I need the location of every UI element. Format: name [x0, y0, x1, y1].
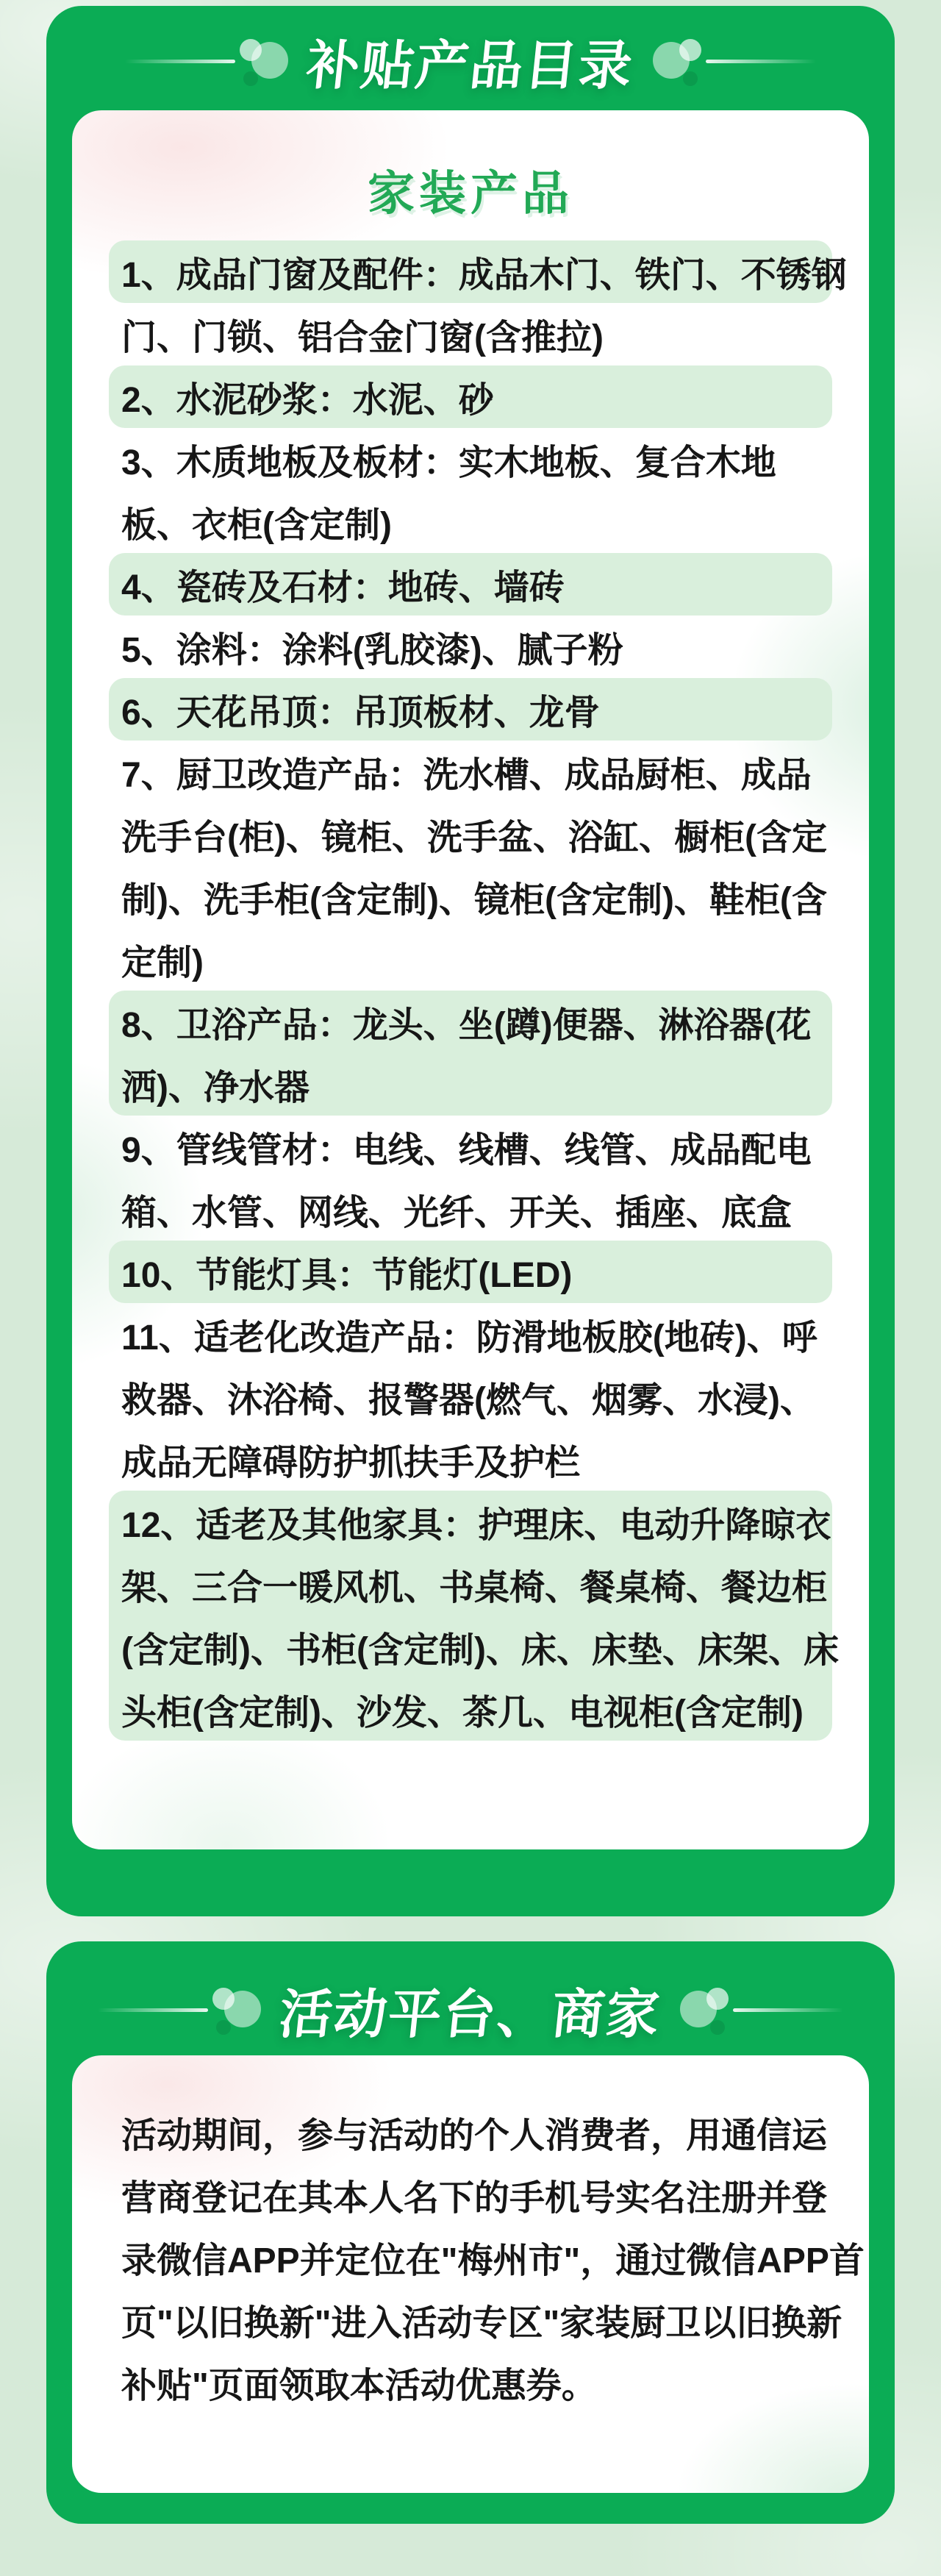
home-improvement-card — [72, 110, 869, 1849]
highlight-block — [109, 1491, 839, 1741]
paragraph-line: 营商登记在其本人名下的手机号实名注册并登 — [121, 2179, 828, 2218]
list-line: 架、三合一暖风机、书桌椅、餐桌椅、餐边柜 — [121, 1569, 828, 1608]
header-decor-right — [680, 1980, 843, 2039]
list-line: 10、节能灯具：节能灯(LED) — [121, 1256, 573, 1295]
list-line: 2、水泥砂浆：水泥、砂 — [121, 381, 494, 420]
list-line: 8、卫浴产品：龙头、坐(蹲)便器、淋浴器(花 — [121, 1006, 812, 1045]
decor-bubbles-icon — [240, 32, 288, 90]
list-line: 制)、洗手柜(含定制)、镜柜(含定制)、鞋柜(含 — [121, 881, 827, 920]
highlight-block — [109, 1241, 832, 1303]
highlight-block — [109, 365, 832, 428]
list-line: 1、成品门窗及配件：成品木门、铁门、不锈钢 — [121, 256, 847, 295]
header-decor-left — [125, 32, 288, 90]
list-line: 成品无障碍防护抓扶手及护栏 — [121, 1444, 581, 1483]
decor-line-icon — [125, 60, 235, 63]
list-line: 洗手台(柜)、镜柜、洗手盆、浴缸、橱柜(含定 — [121, 818, 827, 857]
list-line: 7、厨卫改造产品：洗水槽、成品厨柜、成品 — [121, 756, 812, 795]
list-line: 3、木质地板及板材：实木地板、复合木地 — [121, 443, 776, 482]
header-decor-left — [98, 1980, 261, 2039]
activity-text-card — [72, 2055, 869, 2493]
list-line: 洒)、净水器 — [121, 1068, 310, 1107]
card1-title: 家装产品 — [368, 167, 573, 220]
section1-header — [46, 6, 895, 116]
paragraph-line: 录微信APP并定位在"梅州市"，通过微信APP首 — [121, 2241, 865, 2280]
header-decor-right — [653, 32, 816, 90]
list-line: 门、门锁、铝合金门窗(含推拉) — [121, 318, 604, 357]
paragraph-line: 补贴"页面领取本活动优惠券。 — [121, 2366, 597, 2405]
list-line: 11、适老化改造产品：防滑地板胶(地砖)、呼 — [121, 1319, 817, 1357]
paragraph-line: 活动期间，参与活动的个人消费者，用通信运 — [121, 2116, 828, 2155]
decor-bubbles-icon — [212, 1980, 261, 2039]
product-list — [109, 240, 847, 1741]
list-line: 板、衣柜(含定制) — [121, 506, 392, 545]
decor-line-icon — [706, 60, 816, 63]
decor-line-icon — [733, 2008, 843, 2012]
paragraph-line: 页"以旧换新"进入活动专区"家装厨卫以旧换新 — [121, 2304, 842, 2343]
decor-bubbles-icon — [653, 32, 701, 90]
section2-title: 活动平台、商家 — [276, 1985, 664, 2044]
list-line: 6、天花吊顶：吊顶板材、龙骨 — [121, 693, 600, 732]
decor-line-icon — [98, 2008, 208, 2012]
list-line: 救器、沐浴椅、报警器(燃气、烟雾、水浸)、 — [121, 1381, 815, 1420]
section1-title: 补贴产品目录 — [304, 37, 637, 96]
list-line: (含定制)、书柜(含定制)、床、床垫、床架、床 — [121, 1631, 839, 1670]
list-line: 头柜(含定制)、沙发、茶几、电视柜(含定制) — [121, 1694, 804, 1733]
subsidy-catalog-card — [46, 6, 895, 1916]
highlight-block — [109, 553, 832, 616]
highlight-block — [109, 678, 832, 741]
list-line: 箱、水管、网线、光纤、开关、插座、底盒 — [121, 1194, 792, 1232]
highlight-block — [109, 991, 832, 1116]
list-line: 4、瓷砖及石材：地砖、墙砖 — [121, 568, 565, 607]
activity-platform-card — [46, 1941, 895, 2524]
decor-bubbles-icon — [680, 1980, 729, 2039]
list-line: 定制) — [121, 943, 204, 982]
highlight-block — [109, 240, 847, 303]
activity-paragraph — [109, 2101, 865, 2413]
list-line: 9、管线管材：电线、线槽、线管、成品配电 — [121, 1131, 812, 1170]
list-line: 5、涂料：涂料(乳胶漆)、腻子粉 — [121, 631, 623, 670]
list-line: 12、适老及其他家具：护理床、电动升降晾衣 — [121, 1506, 831, 1545]
